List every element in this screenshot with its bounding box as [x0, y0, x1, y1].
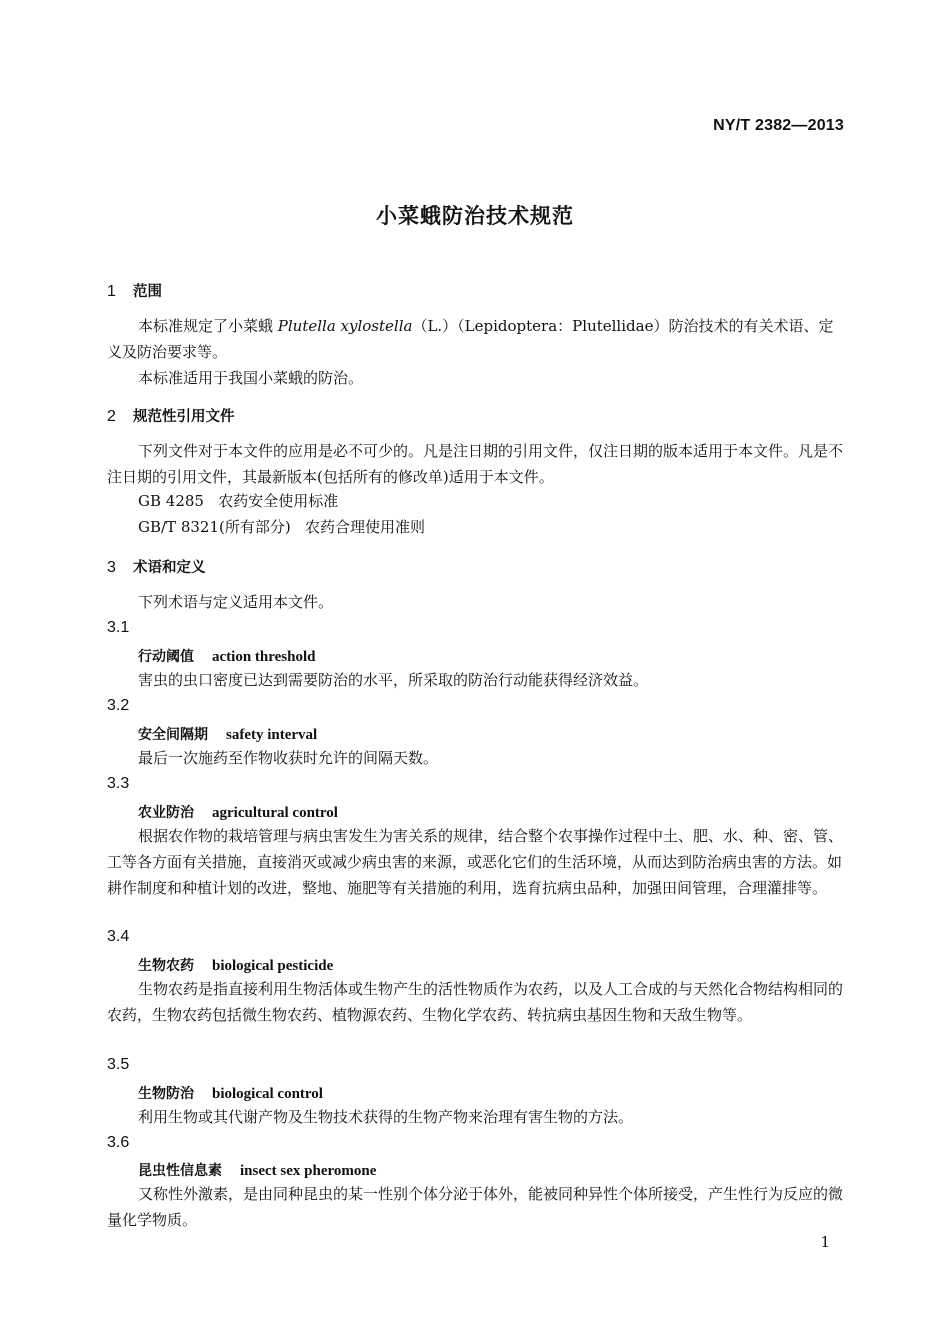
- term-zh: 昆虫性信息素: [138, 1163, 222, 1179]
- page-number: 1: [820, 1233, 830, 1251]
- section-number: 2: [107, 408, 116, 425]
- term-heading: [138, 646, 315, 666]
- term-en: safety interval: [226, 727, 318, 743]
- term-zh: 农业防治: [138, 805, 194, 821]
- term-zh: 生物农药: [138, 958, 194, 974]
- term-en: biological control: [212, 1086, 323, 1102]
- reference-gb-t-8321: GB/T 8321(所有部分) 农药合理使用准则: [138, 518, 426, 536]
- section-number: 3: [107, 559, 116, 576]
- term-definition: 利用生物或其代谢产物及生物技术获得的生物产物来治理有害生物的方法。: [138, 1108, 634, 1126]
- term-heading: [138, 1083, 323, 1103]
- document-title: 小菜蛾防治技术规范: [376, 204, 574, 228]
- term-definition: 生物农药是指直接利用生物活体或生物产生的活性物质作为农药，以及人工合成的与天然化合物结构相同的农药，生物农药包括微生物农药、植物源农药、生物化学农药、转抗病虫基因生物和天敌生物等。: [107, 980, 844, 1024]
- section-1-paragraph-1: [107, 313, 843, 365]
- section-title: 范围: [133, 284, 162, 300]
- term-number: 3.1: [107, 619, 130, 636]
- section-title: 术语和定义: [133, 560, 206, 576]
- term-en: agricultural control: [212, 805, 338, 821]
- standard-number: NY/T 2382—2013: [713, 117, 844, 134]
- term-zh: 安全间隔期: [138, 727, 208, 743]
- section-title: 规范性引用文件: [133, 409, 235, 425]
- text-run: 本标准规定了小菜蛾: [138, 317, 278, 335]
- term-number: 3.4: [107, 928, 130, 945]
- term-zh: 生物防治: [138, 1086, 194, 1102]
- term-definition: 最后一次施药至作物收获时允许的间隔天数。: [138, 749, 439, 767]
- term-heading: [138, 802, 338, 822]
- section-1-paragraph-2: 本标准适用于我国小菜蛾的防治。: [138, 369, 364, 387]
- section-3-heading: [107, 556, 206, 577]
- term-number: 3.3: [107, 775, 130, 792]
- term-en: action threshold: [212, 649, 316, 665]
- section-1-heading: [107, 280, 162, 301]
- species-name: Plutella xylostella: [277, 317, 413, 335]
- text-run: （L.）（Lepidoptera：Plutellidae）防治技术的有关术语、定义及防治要求等。: [107, 317, 834, 361]
- term-definition: 根据农作物的栽培管理与病虫害发生为害关系的规律，结合整个农事操作过程中土、肥、水、种、密、管、工等各方面有关措施，直接消灭或减少病虫害的来源，或恶化它们的生活环境，从而达到防治病虫害的方法。如耕作制度和种植计划的改进，整地、施肥等有关措施的利用，选育抗病虫品种，加强田间管理，合理灌排等。: [107, 827, 844, 897]
- section-2-paragraph-1: 下列文件对于本文件的应用是必不可少的。凡是注日期的引用文件，仅注日期的版本适用于本文件。凡是不注日期的引用文件，其最新版本(包括所有的修改单)适用于本文件。: [107, 442, 844, 486]
- term-heading: [138, 724, 317, 744]
- term-en: biological pesticide: [212, 958, 334, 974]
- term-heading: [138, 1160, 376, 1180]
- section-3-intro: 下列术语与定义适用本文件。: [138, 593, 334, 611]
- term-number: 3.6: [107, 1134, 130, 1151]
- term-definition: 又称性外激素，是由同种昆虫的某一性别个体分泌于体外，能被同种异性个体所接受，产生性行为反应的微量化学物质。: [107, 1185, 844, 1229]
- reference-gb-4285: GB 4285 农药安全使用标准: [138, 492, 339, 510]
- term-number: 3.5: [107, 1056, 130, 1073]
- section-number: 1: [107, 283, 116, 300]
- term-definition: 害虫的虫口密度已达到需要防治的水平，所采取的防治行动能获得经济效益。: [138, 671, 649, 689]
- term-number: 3.2: [107, 697, 130, 714]
- term-heading: [138, 955, 333, 975]
- term-zh: 行动阈值: [138, 649, 194, 665]
- term-en: insect sex pheromone: [240, 1163, 377, 1179]
- section-2-heading: [107, 405, 235, 426]
